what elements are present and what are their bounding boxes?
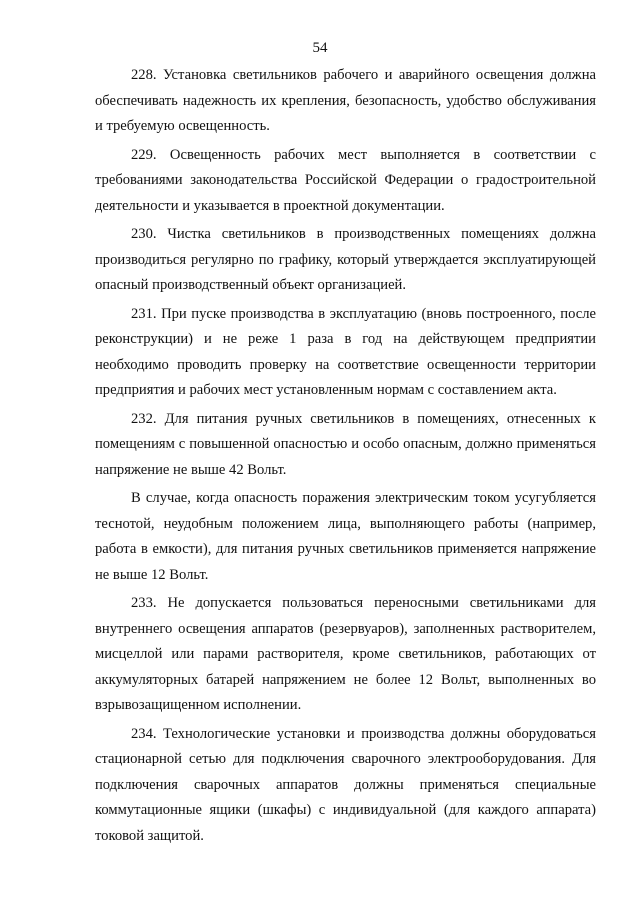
- paragraph-232-continuation: В случае, когда опасность поражения электрическим током усугубляется теснотой, неудобным положением лица, выполняющего работы (например, работа в емкости), для питания ручных светильников применяется напряжение не выше 12 Вольт.: [95, 490, 596, 583]
- paragraph-233: 233. Не допускается пользоваться переносными светильниками для внутреннего освещения аппаратов (резервуаров), заполненных растворителем, мисцеллой или парами растворителя, кроме светильников, работающих от аккумуляторных батарей напряжением не более 12 Вольт, выполненных во взрывозащищенном исполнении.: [95, 595, 596, 713]
- paragraph-229: 229. Освещенность рабочих мест выполняется в соответствии с требованиями законодательства Российской Федерации о градостроительной деятельности и указывается в проектной документации.: [95, 146, 596, 214]
- paragraph-231: 231. При пуске производства в эксплуатацию (вновь построенного, после реконструкции) и не реже 1 раза в год на действующем предприятии необходимо проводить проверку на соответствие освещенности территории предприятия и рабочих мест установленным нормам с составлением акта.: [95, 305, 596, 398]
- document-body: [95, 63, 596, 852]
- paragraph-234: 234. Технологические установки и производства должны оборудоваться стационарной сетью для подключения сварочного электрооборудования. Для подключения сварочных аппаратов должны применяться специальные коммутационные ящики (шкафы) с индивидуальной (для каждого аппарата) токовой защитой.: [95, 725, 596, 844]
- paragraph-228: 228. Установка светильников рабочего и аварийного освещения должна обеспечивать надежность их крепления, безопасность, удобство обслуживания и требуемую освещенность.: [95, 67, 596, 134]
- page-number: 54: [312, 40, 328, 56]
- paragraph-232: 232. Для питания ручных светильников в помещениях, отнесенных к помещениям с повышенной опасностью и особо опасным, должно применяться напряжение не выше 42 Вольт.: [95, 410, 596, 478]
- paragraph-230: 230. Чистка светильников в производственных помещениях должна производиться регулярно по графику, который утверждается эксплуатирующей опасный производственный объект организацией.: [95, 226, 596, 293]
